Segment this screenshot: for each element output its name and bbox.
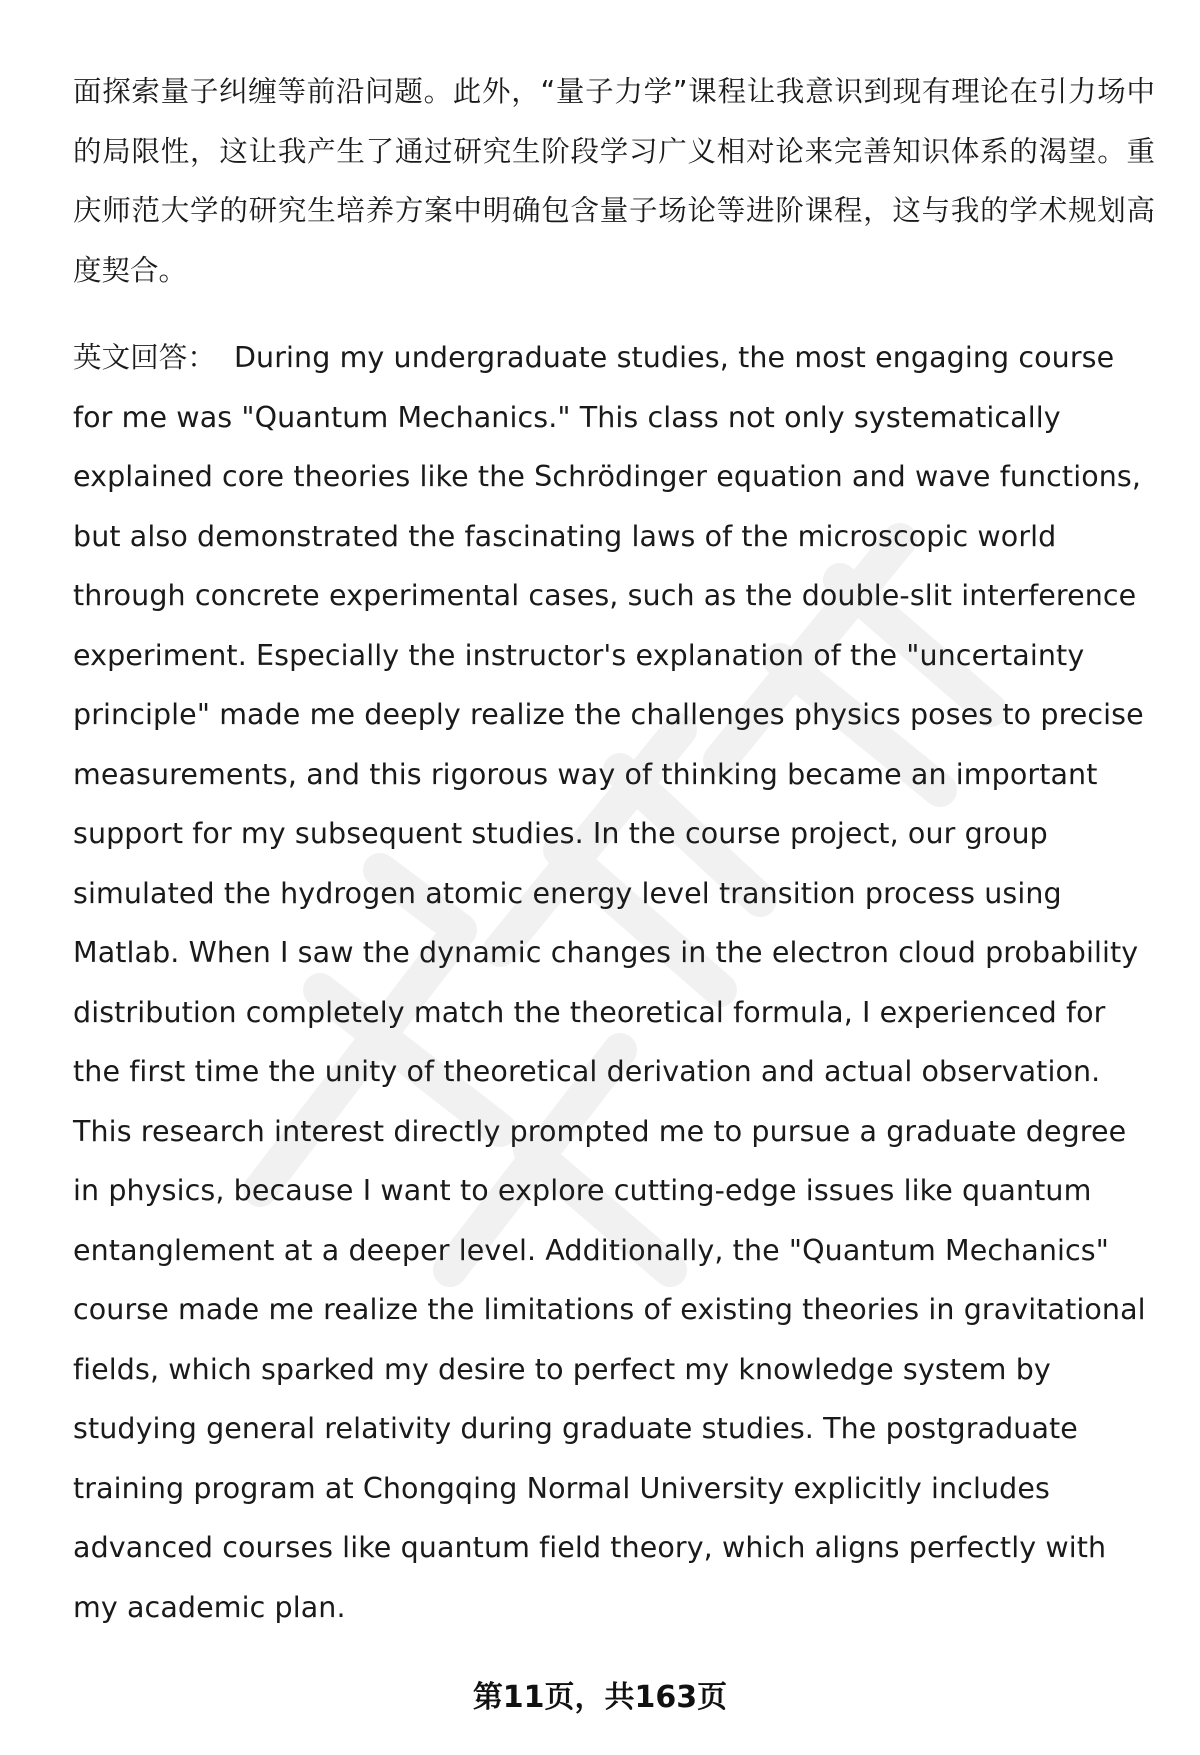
document-body: [73, 62, 1155, 1637]
chinese-paragraph: 面探索量子纠缠等前沿问题。此外，“量子力学”课程让我意识到现有理论在引力场中的局限性，这让我产生了通过研究生阶段学习广义相对论来完善知识体系的渴望。重庆师范大学的研究生培养方案中明确包含量子场论等进阶课程，这与我的学术规划高度契合。: [73, 75, 1155, 287]
page-number-footer: 第11页，共163页: [472, 1680, 728, 1715]
english-answer-text: During my undergraduate studies, the most engaging course for me was "Quantum Mechanics." This class not only systematically explained core theories like the Schrödinger equation and wave functions, but also demonstrated the fascinating laws of the microscopic world through concrete experimental cases, such as the double-slit interference experiment. Especially the instructor's explanation of the "uncertainty principle" made me deeply realize the challenges physics poses to precise measurements, and this rigorous way of thinking became an important support for my subsequent studies. In the course project, our group simulated the hydrogen atomic energy level transition process using Matlab. When I saw the dynamic changes in the electron cloud probability distribution completely match the theoretical formula, I experienced for the first time the unity of theoretical derivation and actual observation. This research interest directly prompted me to pursue a graduate degree in physics, because I want to explore cutting-edge issues like quantum entanglement at a deeper level. Additionally, the "Quantum Mechanics" course made me realize the limitations of existing theories in gravitational fields, which sparked my desire to perfect my knowledge system by studying general relativity during graduate studies. The postgraduate training program at Chongqing Normal University explicitly includes advanced courses like quantum field theory, which aligns perfectly with my academic plan.: [73, 341, 1146, 1624]
english-answer-paragraph: [73, 328, 1155, 1637]
english-answer-label: 英文回答：: [73, 341, 217, 374]
